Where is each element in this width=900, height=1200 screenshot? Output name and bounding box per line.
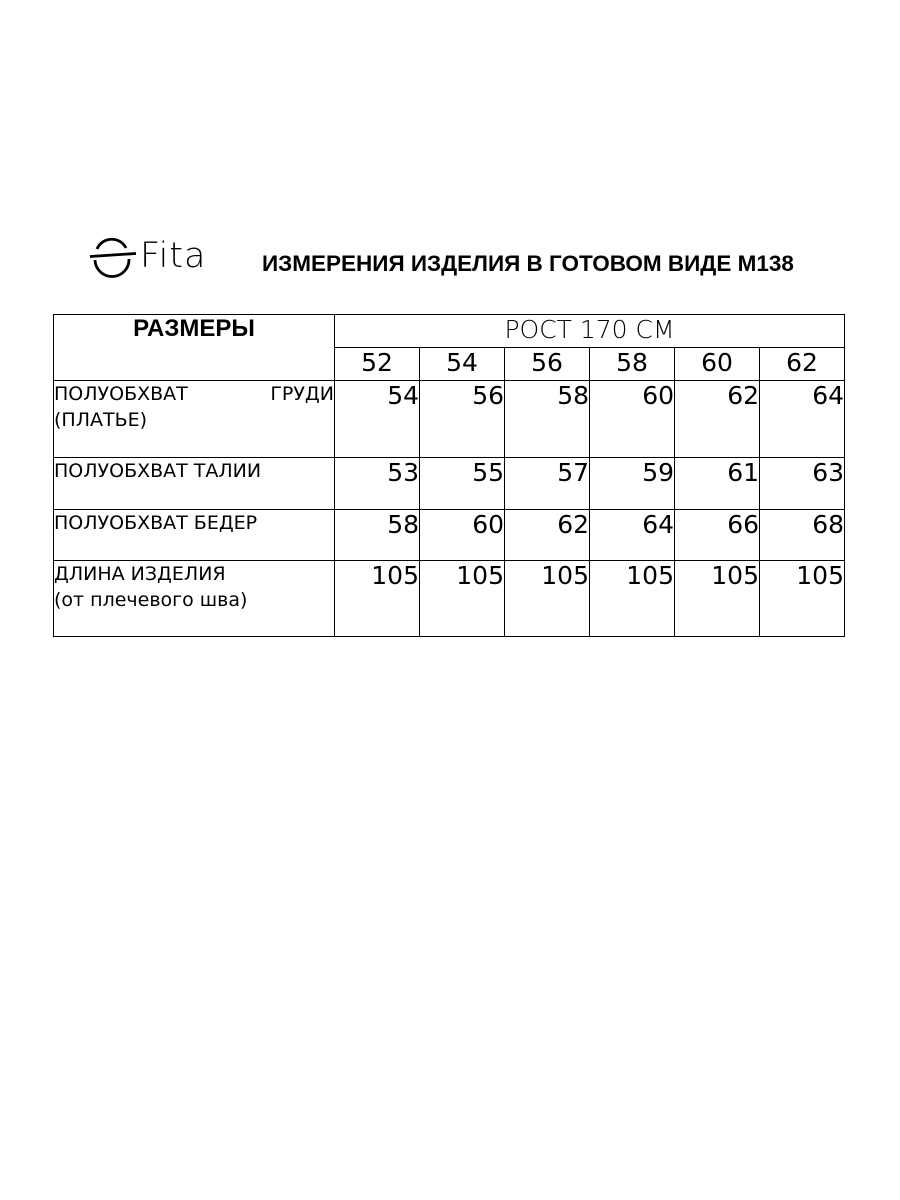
value-cell: 105 xyxy=(335,561,420,637)
table-row xyxy=(54,510,845,561)
value-cell: 55 xyxy=(420,458,505,510)
row-label-line: ДЛИНА ИЗДЕЛИЯ xyxy=(54,563,226,585)
row-label xyxy=(54,381,335,458)
value-cell: 53 xyxy=(335,458,420,510)
row-label: ПОЛУОБХВАТ БЕДЕР xyxy=(54,510,335,561)
size-cell: 52 xyxy=(335,348,420,381)
height-header: РОСТ 170 СМ xyxy=(335,315,845,348)
value-cell: 58 xyxy=(505,381,590,458)
value-cell: 105 xyxy=(760,561,845,637)
page-title: ИЗМЕРЕНИЯ ИЗДЕЛИЯ В ГОТОВОМ ВИДЕ М138 xyxy=(262,251,794,276)
table-row xyxy=(54,561,845,637)
row-label-word: ГРУДИ xyxy=(270,383,334,405)
value-cell: 62 xyxy=(505,510,590,561)
value-cell: 66 xyxy=(675,510,760,561)
value-cell: 54 xyxy=(335,381,420,458)
table-row xyxy=(54,458,845,510)
value-cell: 62 xyxy=(675,381,760,458)
row-label-line: (ПЛАТЬЕ) xyxy=(54,409,148,431)
size-table xyxy=(53,314,845,637)
value-cell: 64 xyxy=(590,510,675,561)
value-cell: 63 xyxy=(760,458,845,510)
value-cell: 105 xyxy=(675,561,760,637)
value-cell: 57 xyxy=(505,458,590,510)
row-label: ПОЛУОБХВАТ ТАЛИИ xyxy=(54,458,335,510)
row-label-word: ПОЛУОБХВАТ xyxy=(54,383,188,405)
size-cell: 56 xyxy=(505,348,590,381)
value-cell: 61 xyxy=(675,458,760,510)
size-cell: 54 xyxy=(420,348,505,381)
value-cell: 56 xyxy=(420,381,505,458)
table-header-row xyxy=(54,315,845,348)
value-cell: 64 xyxy=(760,381,845,458)
value-cell: 60 xyxy=(420,510,505,561)
value-cell: 68 xyxy=(760,510,845,561)
brand-logo xyxy=(88,232,238,280)
size-cell: 58 xyxy=(590,348,675,381)
value-cell: 60 xyxy=(590,381,675,458)
row-label-line: (от плечевого шва) xyxy=(54,589,248,611)
size-cell: 62 xyxy=(760,348,845,381)
row-label xyxy=(54,561,335,637)
sizes-header: РАЗМЕРЫ xyxy=(54,315,335,381)
fita-circle-mark-icon xyxy=(88,233,138,279)
value-cell: 105 xyxy=(420,561,505,637)
brand-name: Fita xyxy=(140,235,207,276)
value-cell: 105 xyxy=(505,561,590,637)
value-cell: 59 xyxy=(590,458,675,510)
value-cell: 58 xyxy=(335,510,420,561)
size-cell: 60 xyxy=(675,348,760,381)
value-cell: 105 xyxy=(590,561,675,637)
table-row xyxy=(54,381,845,458)
